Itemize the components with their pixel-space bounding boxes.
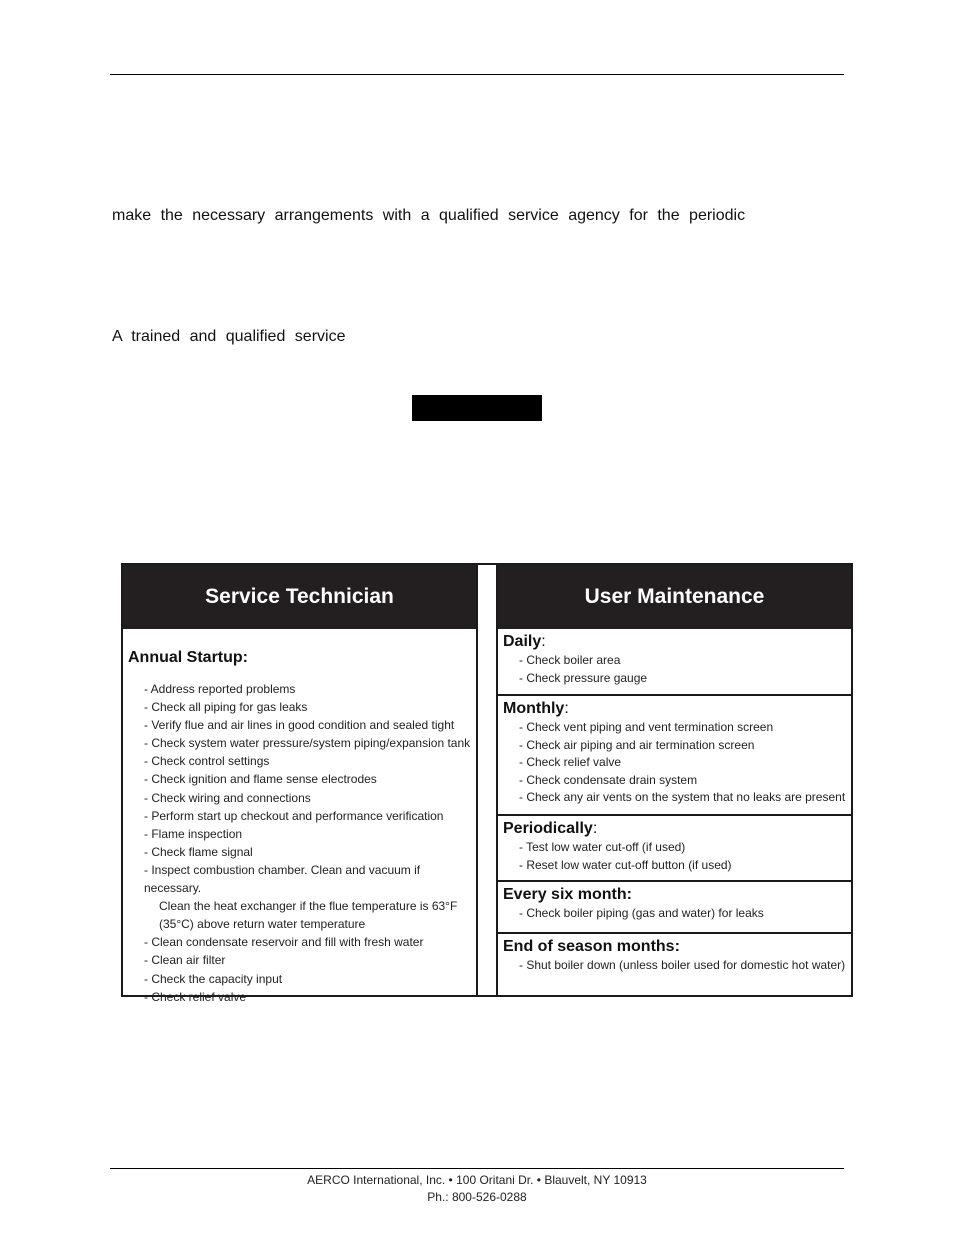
- list-item: - Check control settings: [144, 754, 270, 769]
- list-item: - Check wiring and connections: [144, 790, 311, 805]
- list-item: - Check relief valve: [519, 755, 622, 769]
- list-item: - Check the capacity input: [144, 971, 283, 986]
- section-title: End of season months:: [503, 938, 680, 955]
- user-maintenance-column: [496, 563, 853, 997]
- list-item: - Perform start up checkout and performance verification: [144, 808, 444, 823]
- list-item: - Check air piping and air termination screen: [519, 737, 755, 752]
- section-colon: :: [541, 633, 546, 650]
- list-item: - Check system water pressure/system piping/expansion tank: [144, 736, 471, 751]
- list-item: [144, 915, 476, 933]
- service-technician-column: [121, 563, 478, 1004]
- list-item: - Check boiler piping (gas and water) for leaks: [519, 906, 764, 920]
- list-item: - Reset low water cut-off button (if used): [519, 857, 732, 872]
- daily-section: [498, 629, 851, 696]
- list-item: - Check relief valve: [144, 989, 247, 1004]
- list-item: - Address reported problems: [144, 682, 296, 696]
- section-title: Every six month:: [503, 886, 632, 903]
- list-item: - Check flame signal: [144, 844, 253, 859]
- section-title: Periodically: [503, 820, 593, 837]
- body-paragraph: make the necessary arrangements with a qualified service agency for the periodic: [112, 207, 746, 224]
- redaction-bar: [412, 395, 542, 421]
- periodically-section: [498, 816, 851, 882]
- annual-startup-list: [128, 680, 476, 1006]
- footer-address: AERCO International, Inc. • 100 Oritani Dr. • Blauvelt, NY 10913: [307, 1173, 647, 1187]
- section-title: Annual Startup:: [128, 649, 248, 666]
- column-header: User Maintenance: [498, 565, 851, 629]
- list-item: - Inspect combustion chamber. Clean and vacuum if necessary.: [144, 862, 421, 896]
- body-paragraph: A trained and qualified service: [112, 328, 346, 345]
- list-item: - Clean air filter: [144, 953, 226, 968]
- section-title: Monthly: [503, 700, 565, 717]
- column-header: Service Technician: [123, 565, 476, 629]
- column-divider: [478, 563, 496, 997]
- list-item: - Check vent piping and vent termination screen: [519, 720, 774, 734]
- end-of-season-section: [498, 934, 851, 995]
- section-title: Daily: [503, 633, 542, 650]
- list-item: - Test low water cut-off (if used): [519, 840, 686, 854]
- list-item: - Check all piping for gas leaks: [144, 700, 308, 715]
- footer-rule: [110, 1168, 844, 1169]
- list-item: - Check condensate drain system: [519, 772, 698, 787]
- list-item-continuation: Clean the heat exchanger if the flue temperature is 63°F: [159, 899, 458, 914]
- list-item: - Check ignition and flame sense electrodes: [144, 772, 377, 787]
- list-item: - Flame inspection: [144, 826, 243, 841]
- list-item-continuation: (35°C) above return water temperature: [159, 917, 366, 932]
- section-colon: :: [564, 700, 569, 717]
- footer-phone: Ph.: 800-526-0288: [427, 1190, 527, 1204]
- monthly-section: [498, 696, 851, 816]
- list-item: [144, 897, 476, 915]
- list-item: - Check pressure gauge: [519, 670, 648, 685]
- section-colon: :: [592, 820, 598, 837]
- list-item: - Clean condensate reservoir and fill with fresh water: [144, 935, 424, 950]
- header-rule: [110, 74, 844, 75]
- list-item: - Verify flue and air lines in good condition and sealed tight: [144, 718, 455, 733]
- list-item: - Check any air vents on the system that no leaks are present: [519, 790, 846, 804]
- list-item: - Shut boiler down (unless boiler used for domestic hot water): [519, 958, 846, 972]
- list-item: - Check boiler area: [519, 653, 621, 667]
- every-six-month-section: [498, 882, 851, 934]
